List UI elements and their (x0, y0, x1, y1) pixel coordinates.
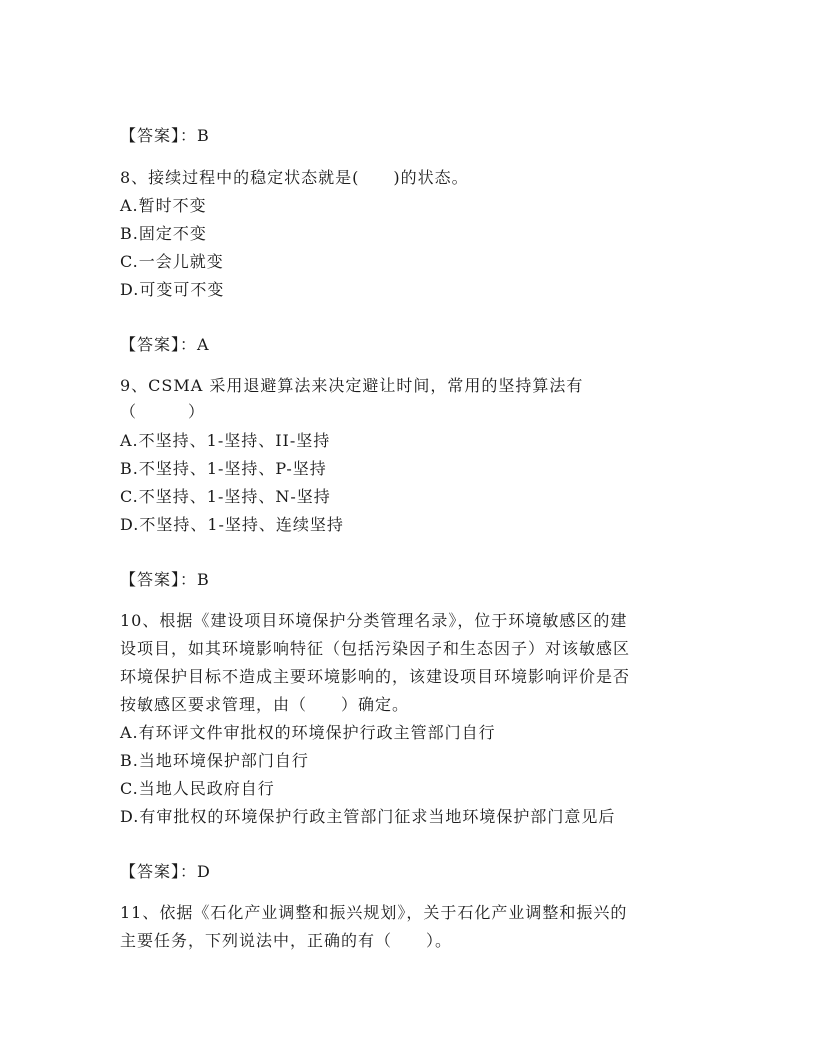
option-8-b: B.固定不变 (120, 224, 207, 243)
question-11-line-2: 主要任务，下列说法中，正确的有（ ）。 (120, 931, 453, 950)
question-10-line-3: 环境保护目标不造成主要环境影响的，该建设项目环境影响评价是否 (120, 667, 631, 686)
question-11-line-1: 11、依据《石化产业调整和振兴规划》，关于石化产业调整和振兴的 (120, 903, 628, 922)
question-10-line-1: 10、根据《建设项目环境保护分类管理名录》，位于环境敏感区的建 (120, 611, 628, 630)
option-9-a: A.不坚持、1-坚持、II-坚持 (120, 431, 331, 450)
option-8-c: C.一会儿就变 (120, 252, 224, 271)
option-10-d: D.有审批权的环境保护行政主管部门征求当地环境保护部门意见后 (120, 807, 616, 826)
answer-line-9: 【答案】：B (120, 570, 210, 589)
answer-line-10: 【答案】：D (120, 862, 211, 881)
option-10-a: A.有环评文件审批权的环境保护行政主管部门自行 (120, 723, 496, 742)
option-8-a: A.暂时不变 (120, 196, 207, 215)
question-8: 8、接续过程中的稳定状态就是( )的状态。 (120, 168, 469, 187)
option-10-c: C.当地人民政府自行 (120, 779, 275, 798)
option-9-b: B.不坚持、1-坚持、P-坚持 (120, 459, 327, 478)
option-10-b: B.当地环境保护部门自行 (120, 751, 309, 770)
question-10-line-4: 按敏感区要求管理，由（ ）确定。 (120, 695, 410, 714)
question-9-line-2: （ ） (120, 402, 206, 421)
answer-line-8: 【答案】：A (120, 335, 210, 354)
option-9-c: C.不坚持、1-坚持、N-坚持 (120, 487, 331, 506)
answer-line-7: 【答案】：B (120, 126, 210, 145)
option-8-d: D.可变可不变 (120, 280, 225, 299)
question-9-line-1: 9、CSMA 采用退避算法来决定避让时间，常用的坚持算法有 (120, 376, 584, 395)
option-9-d: D.不坚持、1-坚持、连续坚持 (120, 515, 344, 534)
question-10-line-2: 设项目，如其环境影响特征（包括污染因子和生态因子）对该敏感区 (120, 639, 631, 658)
